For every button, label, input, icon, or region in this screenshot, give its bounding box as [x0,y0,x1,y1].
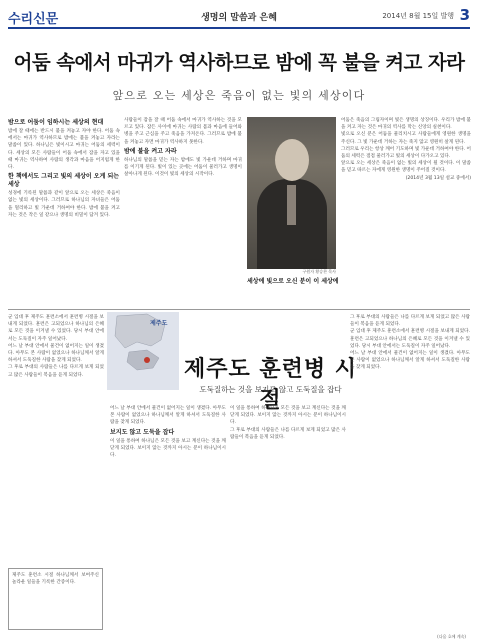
article-column-4 [341,117,471,305]
body-text: 성경에 기록된 말씀과 같이 앞으로 오는 세상은 죽음이 없는 빛의 세상이다. 그러므로 하나님의 자녀들은 어둠을 멀리하고 빛 가운데 거하여야 한다. 밤에 불을 켜고 자는 것은 작은 일 같으나 생명의 비밀이 담겨 있다. [8,191,120,218]
column-heading: 밤으로 어둠이 임하시는 세상의 현대 [8,119,104,126]
map-label: 제주도 [150,320,168,327]
body-text: 앞으로 오는 세상은 죽음이 없는 빛의 세상이 될 것이다. 이 말씀을 믿고 따르는 자에게 영원한 생명이 주어질 것이다. [341,161,471,174]
body-text: 사람들이 잠을 잘 때 어둠 속에서 마귀가 역사하는 것을 모르고 있다. 잠든 사이에 마귀는 사람의 몸과 마음에 들어와 병을 주고 근심을 주고 죽음을 가져온다. 그러므로 밤에 불을 켜놓고 자면 마귀가 역사하지 못한다. [124,118,242,145]
body-text: 그러므로 우리는 항상 깨어 기도하며 빛 가운데 거하여야 한다. 어둠의 세력은 점점 물러가고 빛의 세상이 다가오고 있다. [341,146,471,160]
newspaper-masthead: 수리신문 [8,12,59,27]
jeju-map [107,312,179,390]
body-text: 이 일을 통하여 하나님은 모든 것을 보고 계신다는 것을 깨닫게 되었다. 보이지 않는 것까지 아시는 분이 하나님이시다. [110,438,226,459]
section-divider [8,309,470,310]
body-text: 하나님의 말씀을 믿는 자는 밤에도 빛 가운데 거하며 마귀를 이기게 된다. 빛이 있는 곳에는 어둠이 물러가고 생명이 살아나게 된다. 이것이 빛의 세상의 시작이다. [124,157,242,178]
sermon-credit: (2014년 3월 13일 설교 중에서) [405,175,471,181]
continued-note: (다음 호에 계속) [437,634,466,639]
body-text: 그 후로 부대의 사람들은 나를 다르게 보게 되었고 많은 사람들이 복음을 듣게 되었다. [350,315,470,328]
body-text: 어느 날 부대 안에서 물건이 없어지는 일이 생겼다. 아무도 본 사람이 없었으나 하나님께서 알게 하셔서 도둑질한 사람을 찾게 되었다. [8,343,104,364]
sidebar-box [8,568,103,630]
pastor-photo [247,117,336,269]
page-header [8,6,470,26]
body-text: 그 후로 부대의 사람들은 나를 다르게 보게 되었고 많은 사람들이 복음을 듣게 되었다. [230,427,346,440]
section-title: 생명의 말씀과 은혜 [201,13,277,23]
column-heading: 세상에 빛으로 오신 분이 이 세상에 [247,278,339,285]
photo-figure-head [275,139,309,181]
article-subhead: 앞으로 오는 세상은 죽음이 없는 빛의 세상이다 [112,89,366,102]
feature-column-3 [230,405,346,630]
body-text: 빛으로 오신 분은 어둠을 물리치시고 사람들에게 영원한 생명을 주신다. 그 빛 가운데 거하는 자는 죽지 않고 영원히 살게 된다. [341,132,471,145]
issue-date: 2014년 8월 15일 발행 [382,12,454,20]
feature-column-4 [350,314,470,630]
feature-title: 제주도 훈련병 시절 [183,357,358,413]
column-heading: 밤에 불을 켜고 자라 [124,147,177,155]
body-text: 어느 날 부대 안에서 물건이 없어지는 일이 생겼다. 아무도 본 사람이 없었으나 하나님께서 알게 하셔서 도둑질한 사람을 찾게 되었다. [110,406,226,426]
map-graphic [107,312,179,390]
body-text: 밤에 잘 때에는 반드시 불을 켜놓고 자야 한다. 어둠 속에서는 마귀가 역사하므로 밤에는 불을 켜놓고 자라는 말씀이 있다. 하나님은 빛이시고 마귀는 어둠의 세력이다. 세상의 모든 사람들이 어둠 속에서 잠을 자고 있을 때 마귀는 역사하여 사람의 생각과 마음을 어지럽게 한다. [8,129,120,171]
body-text: 군 입대 후 제주도 훈련소에서 훈련병 시절을 보내게 되었다. 훈련은 고되었으나 하나님의 은혜로 모든 것을 이겨낼 수 있었다. 당시 부대 안에서는 도둑질이 자주 일어났다. [350,329,470,349]
sidebar-text: 제주도 훈련소 시절 하나님께서 보여주신 놀라운 일들을 기록한 간증이다. [12,573,99,586]
photo-caption: 구원자 황승찬 목사 [302,269,336,274]
column-heading: 보지도 않고 도둑을 잡다 [110,428,175,436]
feature-left-column [8,314,104,564]
article-column-2 [124,117,242,305]
body-text: 그 후로 부대의 사람들은 나를 다르게 보게 되었고 많은 사람들이 복음을 듣게 되었다. [8,365,104,378]
body-text: 어느 날 부대 안에서 물건이 없어지는 일이 생겼다. 아무도 본 사람이 없었으나 하나님께서 알게 하셔서 도둑질한 사람을 찾게 되었다. [350,351,470,371]
article-headline: 어둠 속에서 마귀가 역사하므로 밤에 꼭 불을 켜고 자라 [13,51,465,74]
column-heading: 한 책에서도 그리고 빛의 세상이 오게 되는 세상 [8,173,120,189]
body-text: 군 입대 후 제주도 훈련소에서 훈련병 시절을 보내게 되었다. 훈련은 고되었으나 하나님의 은혜로 모든 것을 이겨낼 수 있었다. 당시 부대 안에서는 도둑질이 자주 일어났다. [8,315,104,342]
feature-subtitle: 도둑질하는 것을 보지도 않고 도둑질을 잡다 [199,385,342,394]
page-number: 3 [459,6,470,24]
body-text: 어둠은 죽음의 그림자이며 빛은 생명의 상징이다. 우리가 밤에 불을 켜고 자는 것은 마귀의 역사를 막는 신앙의 실천이다. [341,118,471,131]
feature-column-2 [110,405,226,630]
body-text: 이 일을 통하여 하나님은 모든 것을 보고 계신다는 것을 깨닫게 되었다. 보이지 않는 것까지 아시는 분이 하나님이시다. [230,406,346,426]
photo-figure-tie [287,185,296,225]
article-column-1 [8,117,120,305]
header-rule [8,27,470,29]
